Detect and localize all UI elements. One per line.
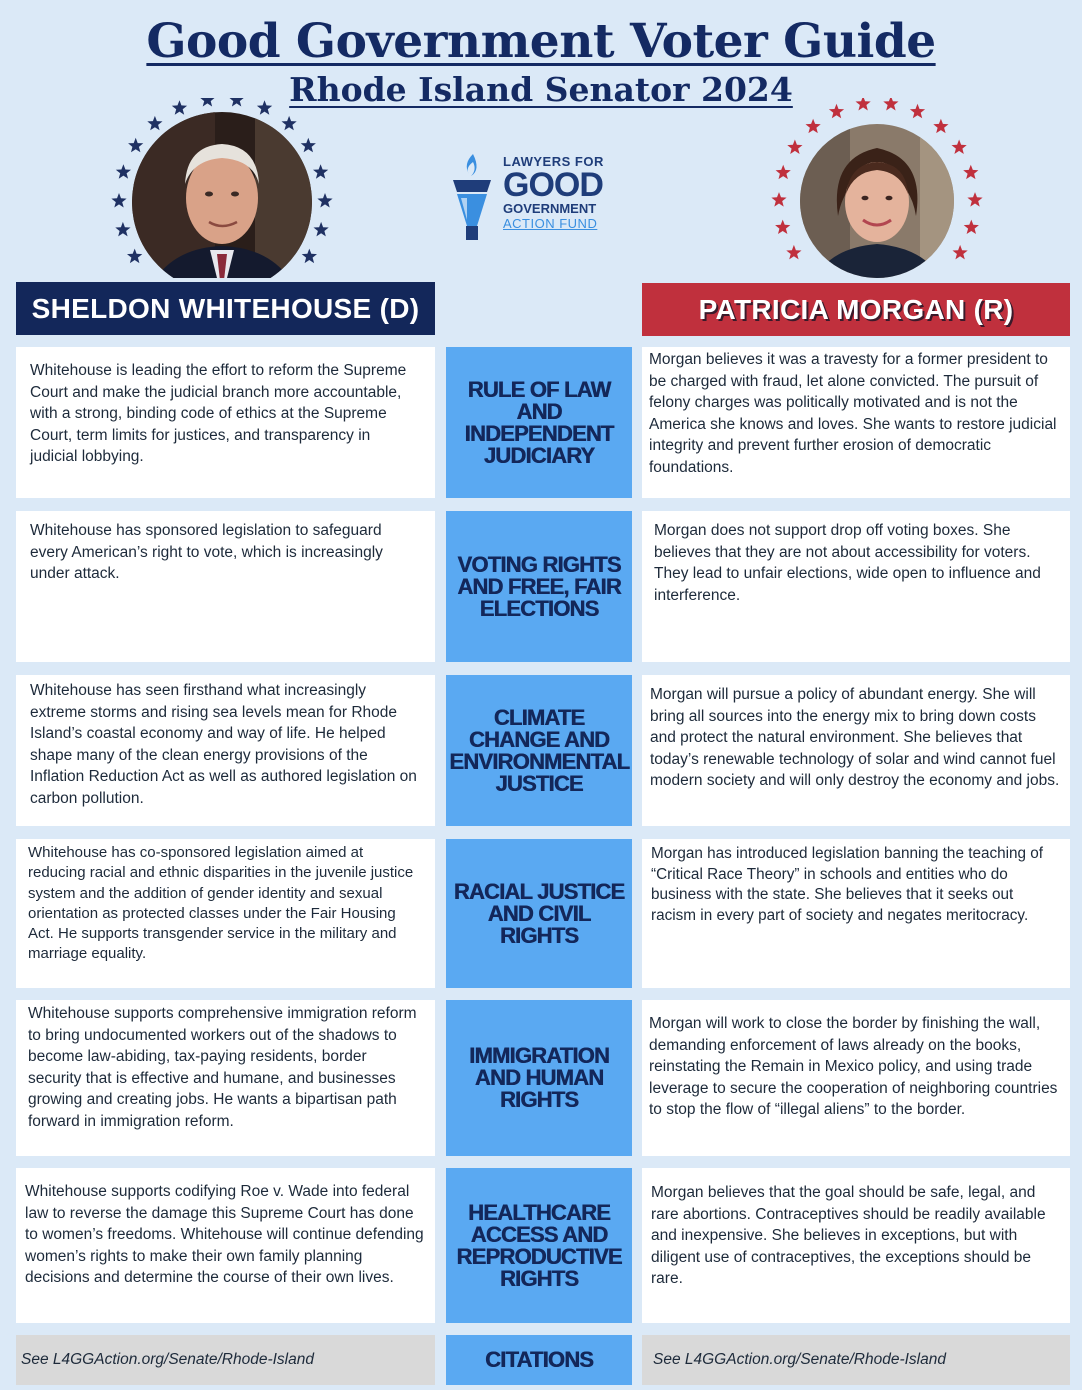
right-position-text: Morgan believes that the goal should be safe, legal, and rare abortions. Contraceptives should be readily available and inexpensive. She believes in exceptions, but with diligent use of contraceptives, the exceptions should be rare. <box>651 1184 1046 1287</box>
star-icon <box>933 119 948 133</box>
star-icon <box>229 98 244 107</box>
star-icon <box>147 116 162 130</box>
page-title: Good Government Voter Guide <box>146 14 936 69</box>
category-label: IMMIGRATION AND HUMAN RIGHTS <box>446 1000 632 1156</box>
star-icon <box>910 104 925 118</box>
left-position-text: Whitehouse supports codifying Roe v. Wade into federal law to reverse the damage this Supreme Court has done to women’s freedoms. Whitehouse will continue defending women’s rights to make their own family planning decisions and determine the course of their own lives. <box>25 1183 424 1286</box>
star-icon <box>282 116 297 130</box>
logo-line-4[interactable]: ACTION FUND <box>503 216 598 231</box>
left-position-text: Whitehouse has co-sponsored legislation aimed at reducing racial and ethnic disparities in the juvenile justice system and the addition of gender identity and sexual orientation as protected classes under the Fair Housing Act. He supports transgender service in the military and marriage equality. <box>28 844 414 963</box>
star-icon <box>786 245 801 260</box>
star-icon <box>314 222 329 237</box>
left-position-cell <box>16 347 435 498</box>
star-ring-icon <box>760 98 994 278</box>
star-icon <box>200 98 215 107</box>
left-position-cell <box>16 1000 435 1156</box>
star-icon <box>952 140 967 155</box>
category-label: RACIAL JUSTICE AND CIVIL RIGHTS <box>446 839 632 988</box>
star-icon <box>883 98 898 111</box>
star-icon <box>776 165 791 179</box>
star-ring-icon <box>105 98 339 278</box>
star-icon <box>128 138 143 153</box>
right-position-cell <box>642 839 1070 988</box>
citations-label: CITATIONS <box>446 1335 632 1385</box>
star-icon <box>301 138 316 153</box>
star-icon <box>953 245 968 260</box>
left-position-text: Whitehouse has sponsored legislation to safeguard every American’s right to vote, which is increasingly under attack. <box>30 522 383 582</box>
right-position-cell <box>642 675 1070 826</box>
right-position-text: Morgan will work to close the border by finishing the wall, demanding enforcement of laws already on the books, reinstating the Remain in Mexico policy, and using trade leverage to secure the cooperation of neighboring countries to stop the flow of “illegal aliens” to the border. <box>649 1015 1058 1118</box>
star-icon <box>775 220 790 234</box>
star-icon <box>787 140 802 155</box>
star-icon <box>172 100 187 115</box>
star-icon <box>115 222 130 237</box>
category-label: RULE OF LAW AND INDEPENDENT JUDICIARY <box>446 347 632 498</box>
left-citation-link[interactable]: See L4GGAction.org/Senate/Rhode-Island <box>21 1351 314 1369</box>
democrat-name-bar: SHELDON WHITEHOUSE (D) <box>16 282 435 335</box>
star-icon <box>967 192 982 207</box>
right-position-text: Morgan will pursue a policy of abundant energy. She will bring all sources into the energy mix to bring down costs and protect the natural environment. She believes that today’s renewable technology of solar and wind cannot fuel modern society and will only destroy the economy and jobs. <box>650 686 1060 789</box>
star-icon <box>856 98 871 111</box>
republican-portrait <box>760 98 994 278</box>
star-icon <box>964 220 979 234</box>
star-icon <box>829 104 844 118</box>
left-position-text: Whitehouse supports comprehensive immigration reform to bring undocumented workers out of the shadows to become law-abiding, tax-paying residents, border security that is effective and humane, and businesses growing and creating jobs. He wants a bipartisan path forward in immigration reform. <box>28 1005 417 1130</box>
left-position-cell <box>16 511 435 662</box>
portrait-photo <box>790 118 970 278</box>
logo-line-3: GOVERNMENT <box>503 201 597 216</box>
star-icon <box>771 192 786 207</box>
left-position-cell <box>16 839 435 988</box>
right-position-cell <box>642 347 1070 498</box>
right-position-cell <box>642 1168 1070 1323</box>
star-icon <box>116 164 131 179</box>
left-position-text: Whitehouse has seen firsthand what increasingly extreme storms and rising sea levels mean for Rhode Island’s coastal economy and way of life. He helped shape many of the clean energy provisions of the Inflation Reduction Act as well as authored legislation on carbon pollution. <box>30 682 417 807</box>
democrat-portrait <box>105 98 339 278</box>
category-label: HEALTHCARE ACCESS AND REPRODUCTIVE RIGHTS <box>446 1168 632 1323</box>
star-icon <box>127 249 142 264</box>
star-icon <box>302 249 317 264</box>
right-citation-link[interactable]: See L4GGAction.org/Senate/Rhode-Island <box>653 1351 946 1369</box>
right-position-text: Morgan does not support drop off voting boxes. She believes that they are not about accessibility for voters. They lead to unfair elections, wide open to influence and interference. <box>654 522 1041 604</box>
logo-line-1: LAWYERS FOR <box>503 154 604 169</box>
category-label: CLIMATE CHANGE AND ENVIRONMENTAL JUSTICE <box>446 675 632 826</box>
organization-logo <box>445 150 635 245</box>
star-icon <box>806 119 821 133</box>
left-position-cell <box>16 675 435 826</box>
page-subtitle: Rhode Island Senator 2024 <box>289 70 793 109</box>
star-icon <box>313 164 328 179</box>
category-label: VOTING RIGHTS AND FREE, FAIR ELECTIONS <box>446 511 632 662</box>
right-citation-cell <box>642 1335 1070 1385</box>
right-position-text: Morgan has introduced legislation banning the teaching of “Critical Race Theory” in schools and entities who do business with the state. She believes that it seeks out racism in every part of society and negates meritocracy. <box>651 845 1044 924</box>
left-citation-cell <box>16 1335 435 1385</box>
logo-line-2: GOOD <box>503 166 603 204</box>
right-position-cell <box>642 1000 1070 1156</box>
portrait-photo <box>125 108 325 278</box>
right-position-text: Morgan believes it was a travesty for a former president to be charged with fraud, let alone convicted. The pursuit of felony charges was politically motivated and is not the America she knows and loves. She wants to restore judicial integrity and prevent further erosion of democratic foundations. <box>649 351 1057 476</box>
torch-icon <box>447 152 497 244</box>
star-icon <box>257 100 272 115</box>
star-icon <box>963 165 978 179</box>
right-position-cell <box>642 511 1070 662</box>
left-position-cell <box>16 1168 435 1323</box>
republican-name-bar: PATRICIA MORGAN (R) <box>642 283 1070 336</box>
star-icon <box>111 193 126 208</box>
left-position-text: Whitehouse is leading the effort to reform the Supreme Court and make the judicial branch more accountable, with a strong, binding code of ethics at the Supreme Court, term limits for justices, and transparency in judicial lobbying. <box>30 362 407 465</box>
star-icon <box>317 193 332 208</box>
